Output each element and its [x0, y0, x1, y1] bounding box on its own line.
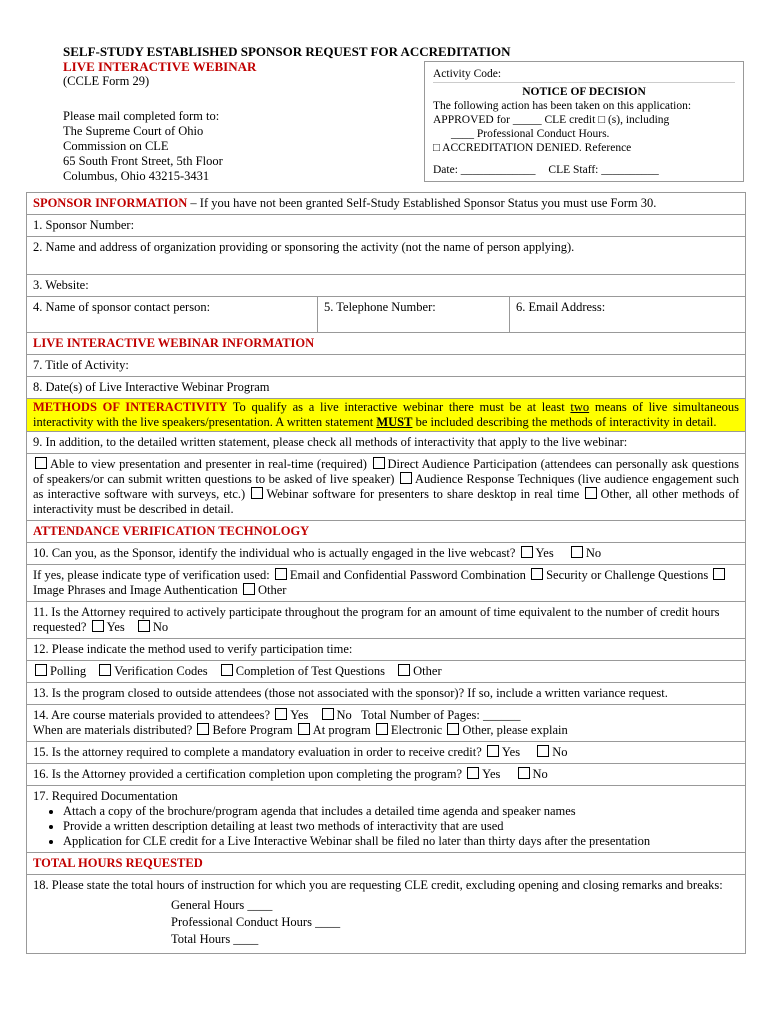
contact-row: [26, 297, 746, 333]
methods-emphasis: two: [570, 400, 590, 414]
option-label: Before Program: [212, 723, 293, 737]
address-line: Columbus, Ohio 43215-3431: [63, 169, 210, 183]
form-subtitle: LIVE INTERACTIVE WEBINAR: [63, 59, 257, 74]
field-label: 2. Name and address of organization providing or sponsoring the activity (not the name of person applying).: [33, 240, 575, 254]
checkbox-yes[interactable]: [275, 708, 287, 720]
checkbox-yes[interactable]: [487, 745, 499, 757]
methods-text: be included describing the methods of interactivity in detail.: [412, 415, 717, 429]
option-label: Audience Response Techniques (live audience engagement such as interactive software with surveys, etc.): [33, 472, 739, 501]
checkbox-yes[interactable]: [521, 546, 533, 558]
methods-heading-row: [26, 399, 746, 432]
checkbox[interactable]: [251, 487, 263, 499]
participation-methods-row: [26, 661, 746, 683]
option-label: Yes: [290, 708, 309, 722]
org-name-field[interactable]: [26, 237, 746, 275]
list-item: • Application for CLE credit for a Live Interactive Webinar shall be filed no later than thirty days after the presentation: [63, 834, 739, 849]
question-text: 18. Please state the total hours of instruction for which you are requesting CLE credit, excluding opening and closing remarks and breaks:: [33, 878, 723, 892]
checkbox-no[interactable]: [322, 708, 334, 720]
checkbox[interactable]: [35, 457, 47, 469]
list-item: • Attach a copy of the brochure/program agenda that includes a detailed time agenda and speaker names: [63, 804, 739, 819]
option-label: No: [336, 708, 352, 722]
question-text: 10. Can you, as the Sponsor, identify the individual who is actually engaged in the live webcast?: [33, 546, 516, 560]
question-text: 13. Is the program closed to outside attendees (those not associated with the sponsor)? If so, include a written variance request.: [33, 686, 668, 700]
checkbox[interactable]: [531, 568, 543, 580]
notice-of-decision-box: [424, 61, 744, 182]
activity-title-field[interactable]: [26, 355, 746, 377]
question-text: 9. In addition, to the detailed written statement, please check all methods of interactivity that apply to the live webinar:: [33, 435, 628, 449]
question-text: 12. Please indicate the method used to verify participation time:: [33, 642, 353, 656]
question-text: 14. Are course materials provided to attendees?: [33, 708, 271, 722]
q9-row: [26, 432, 746, 454]
date-field: Date: _____________: [433, 164, 536, 176]
sponsor-heading-row: [26, 193, 746, 215]
q18-row: [26, 875, 746, 954]
checkbox[interactable]: [373, 457, 385, 469]
checkbox[interactable]: [398, 664, 410, 676]
option-label: No: [585, 546, 602, 560]
checkbox[interactable]: [400, 472, 412, 484]
option-label: Yes: [535, 546, 554, 560]
checkbox[interactable]: [376, 723, 388, 735]
email-field[interactable]: [509, 297, 745, 332]
option-label: Able to view presentation and presenter in real-time (required): [50, 457, 367, 471]
option-label: Security or Challenge Questions: [546, 568, 709, 582]
q12-row: [26, 639, 746, 661]
telephone-field[interactable]: [317, 297, 509, 332]
mail-to-label: Please mail completed form to:: [63, 109, 220, 123]
hours-fields: [33, 897, 739, 948]
option-label: No: [532, 767, 548, 781]
notice-heading: NOTICE OF DECISION: [522, 86, 646, 98]
field-label: 6. Email Address:: [516, 300, 606, 314]
option-label: Other: [257, 583, 287, 597]
option-label: No: [152, 620, 169, 634]
q15-row: [26, 742, 746, 764]
option-label: Polling: [50, 664, 87, 678]
checkbox-no[interactable]: [571, 546, 583, 558]
option-label: Completion of Test Questions: [235, 664, 386, 678]
option-label: Direct Audience Participation (attendees can personally ask questions of speakers/or can submit written questions to be asked of live speaker): [33, 457, 739, 486]
q14-row: [26, 705, 746, 742]
q17-row: [26, 786, 746, 853]
option-label: No: [552, 745, 568, 759]
option-label: Other, please explain: [462, 723, 568, 737]
option-label: At program: [312, 723, 371, 737]
option-label: Yes: [501, 745, 521, 759]
decision-text: ____ Professional Conduct Hours.: [451, 128, 610, 140]
option-label: Yes: [106, 620, 125, 634]
checkbox-no[interactable]: [518, 767, 530, 779]
question-text: If yes, please indicate type of verification used:: [33, 568, 270, 582]
q13-row: [26, 683, 746, 705]
attendance-heading-row: [26, 521, 746, 543]
form-table: [26, 192, 746, 954]
form-title: SELF-STUDY ESTABLISHED SPONSOR REQUEST FOR ACCREDITATION: [63, 44, 511, 59]
question-text: 17. Required Documentation: [33, 789, 178, 803]
field-label: 4. Name of sponsor contact person:: [33, 300, 211, 314]
checkbox-no[interactable]: [537, 745, 549, 757]
checkbox[interactable]: [221, 664, 233, 676]
verification-type-row: [26, 565, 746, 602]
checkbox[interactable]: [447, 723, 459, 735]
checkbox[interactable]: [35, 664, 47, 676]
q11-row: [26, 602, 746, 639]
webinar-heading-row: [26, 333, 746, 355]
checkbox-yes[interactable]: [467, 767, 479, 779]
decision-text: □ ACCREDITATION DENIED. Reference: [433, 142, 632, 154]
field-label: 5. Telephone Number:: [324, 300, 436, 314]
checkbox[interactable]: [197, 723, 209, 735]
field-label: 3. Website:: [33, 278, 89, 292]
methods-text: To qualify as a live interactive webinar there must be at least: [227, 400, 571, 414]
field-label: 1. Sponsor Number:: [33, 218, 135, 232]
checkbox-no[interactable]: [138, 620, 150, 632]
section-heading: METHODS OF INTERACTIVITY: [33, 400, 228, 414]
checkbox[interactable]: [275, 568, 287, 580]
section-heading: TOTAL HOURS REQUESTED: [33, 856, 203, 870]
q16-row: [26, 764, 746, 786]
website-field[interactable]: [26, 275, 746, 297]
address-line: Commission on CLE: [63, 139, 169, 153]
option-label: Other: [413, 664, 442, 678]
field-label: 7. Title of Activity:: [33, 358, 129, 372]
sponsor-number-field[interactable]: [26, 215, 746, 237]
question-text: 11. Is the Attorney required to actively participate throughout the program for an amount of time equivalent to the number of credit hours requested?: [33, 605, 720, 634]
documentation-list: [33, 804, 739, 849]
section-note: – If you have not been granted Self-Study Established Sponsor Status you must use Form 30.: [187, 196, 657, 210]
contact-person-field[interactable]: [27, 297, 317, 332]
address-line: The Supreme Court of Ohio: [63, 124, 204, 138]
checkbox[interactable]: [298, 723, 310, 735]
decision-text: The following action has been taken on this application:: [433, 100, 692, 112]
checkbox-yes[interactable]: [92, 620, 104, 632]
option-label: Other, all other methods of interactivity must be described in detail.: [33, 487, 739, 516]
checkbox[interactable]: [243, 583, 255, 595]
list-item: • Provide a written description detailing at least two methods of interactivity that are used: [63, 819, 739, 834]
question-text: When are materials distributed?: [33, 723, 193, 737]
decision-text: APPROVED for _____ CLE credit □ (s), including: [433, 114, 670, 126]
option-label: Webinar software for presenters to share desktop in real time: [266, 487, 580, 501]
q10-row: [26, 543, 746, 565]
total-hours-field[interactable]: Total Hours ____: [171, 932, 259, 946]
question-text: 16. Is the Attorney provided a certification completion upon completing the program?: [33, 767, 463, 781]
checkbox[interactable]: [99, 664, 111, 676]
option-label: Email and Confidential Password Combination: [289, 568, 526, 582]
hours-heading-row: [26, 853, 746, 875]
option-label: Image Phrases and Image Authentication: [33, 583, 238, 597]
checkbox[interactable]: [585, 487, 597, 499]
field-label: 8. Date(s) of Live Interactive Webinar Program: [33, 380, 270, 394]
staff-field: CLE Staff: __________: [548, 164, 659, 176]
section-heading: SPONSOR INFORMATION: [33, 196, 188, 210]
question-text: 15. Is the attorney required to complete a mandatory evaluation in order to receive credit?: [33, 745, 482, 759]
interactivity-options: [26, 454, 746, 521]
professional-hours-field[interactable]: Professional Conduct Hours ____: [171, 915, 341, 929]
methods-emphasis: MUST: [376, 415, 413, 429]
option-label: Electronic: [390, 723, 443, 737]
address-line: 65 South Front Street, 5th Floor: [63, 154, 223, 168]
general-hours-field[interactable]: General Hours ____: [171, 898, 273, 912]
activity-code-label: Activity Code:: [433, 67, 735, 83]
checkbox[interactable]: [713, 568, 725, 580]
option-label: Yes: [482, 767, 501, 781]
pages-field[interactable]: Total Number of Pages: ______: [360, 708, 521, 722]
webinar-dates-field[interactable]: [26, 377, 746, 399]
option-label: Verification Codes: [114, 664, 208, 678]
section-heading: LIVE INTERACTIVE WEBINAR INFORMATION: [33, 336, 315, 350]
methods-text: means of live simultaneous interactivity with the live speakers/presentation. A written statement: [33, 400, 739, 429]
decision-footer: [433, 163, 659, 177]
section-heading: ATTENDANCE VERIFICATION TECHNOLOGY: [33, 524, 310, 538]
form-number: (CCLE Form 29): [63, 74, 150, 88]
